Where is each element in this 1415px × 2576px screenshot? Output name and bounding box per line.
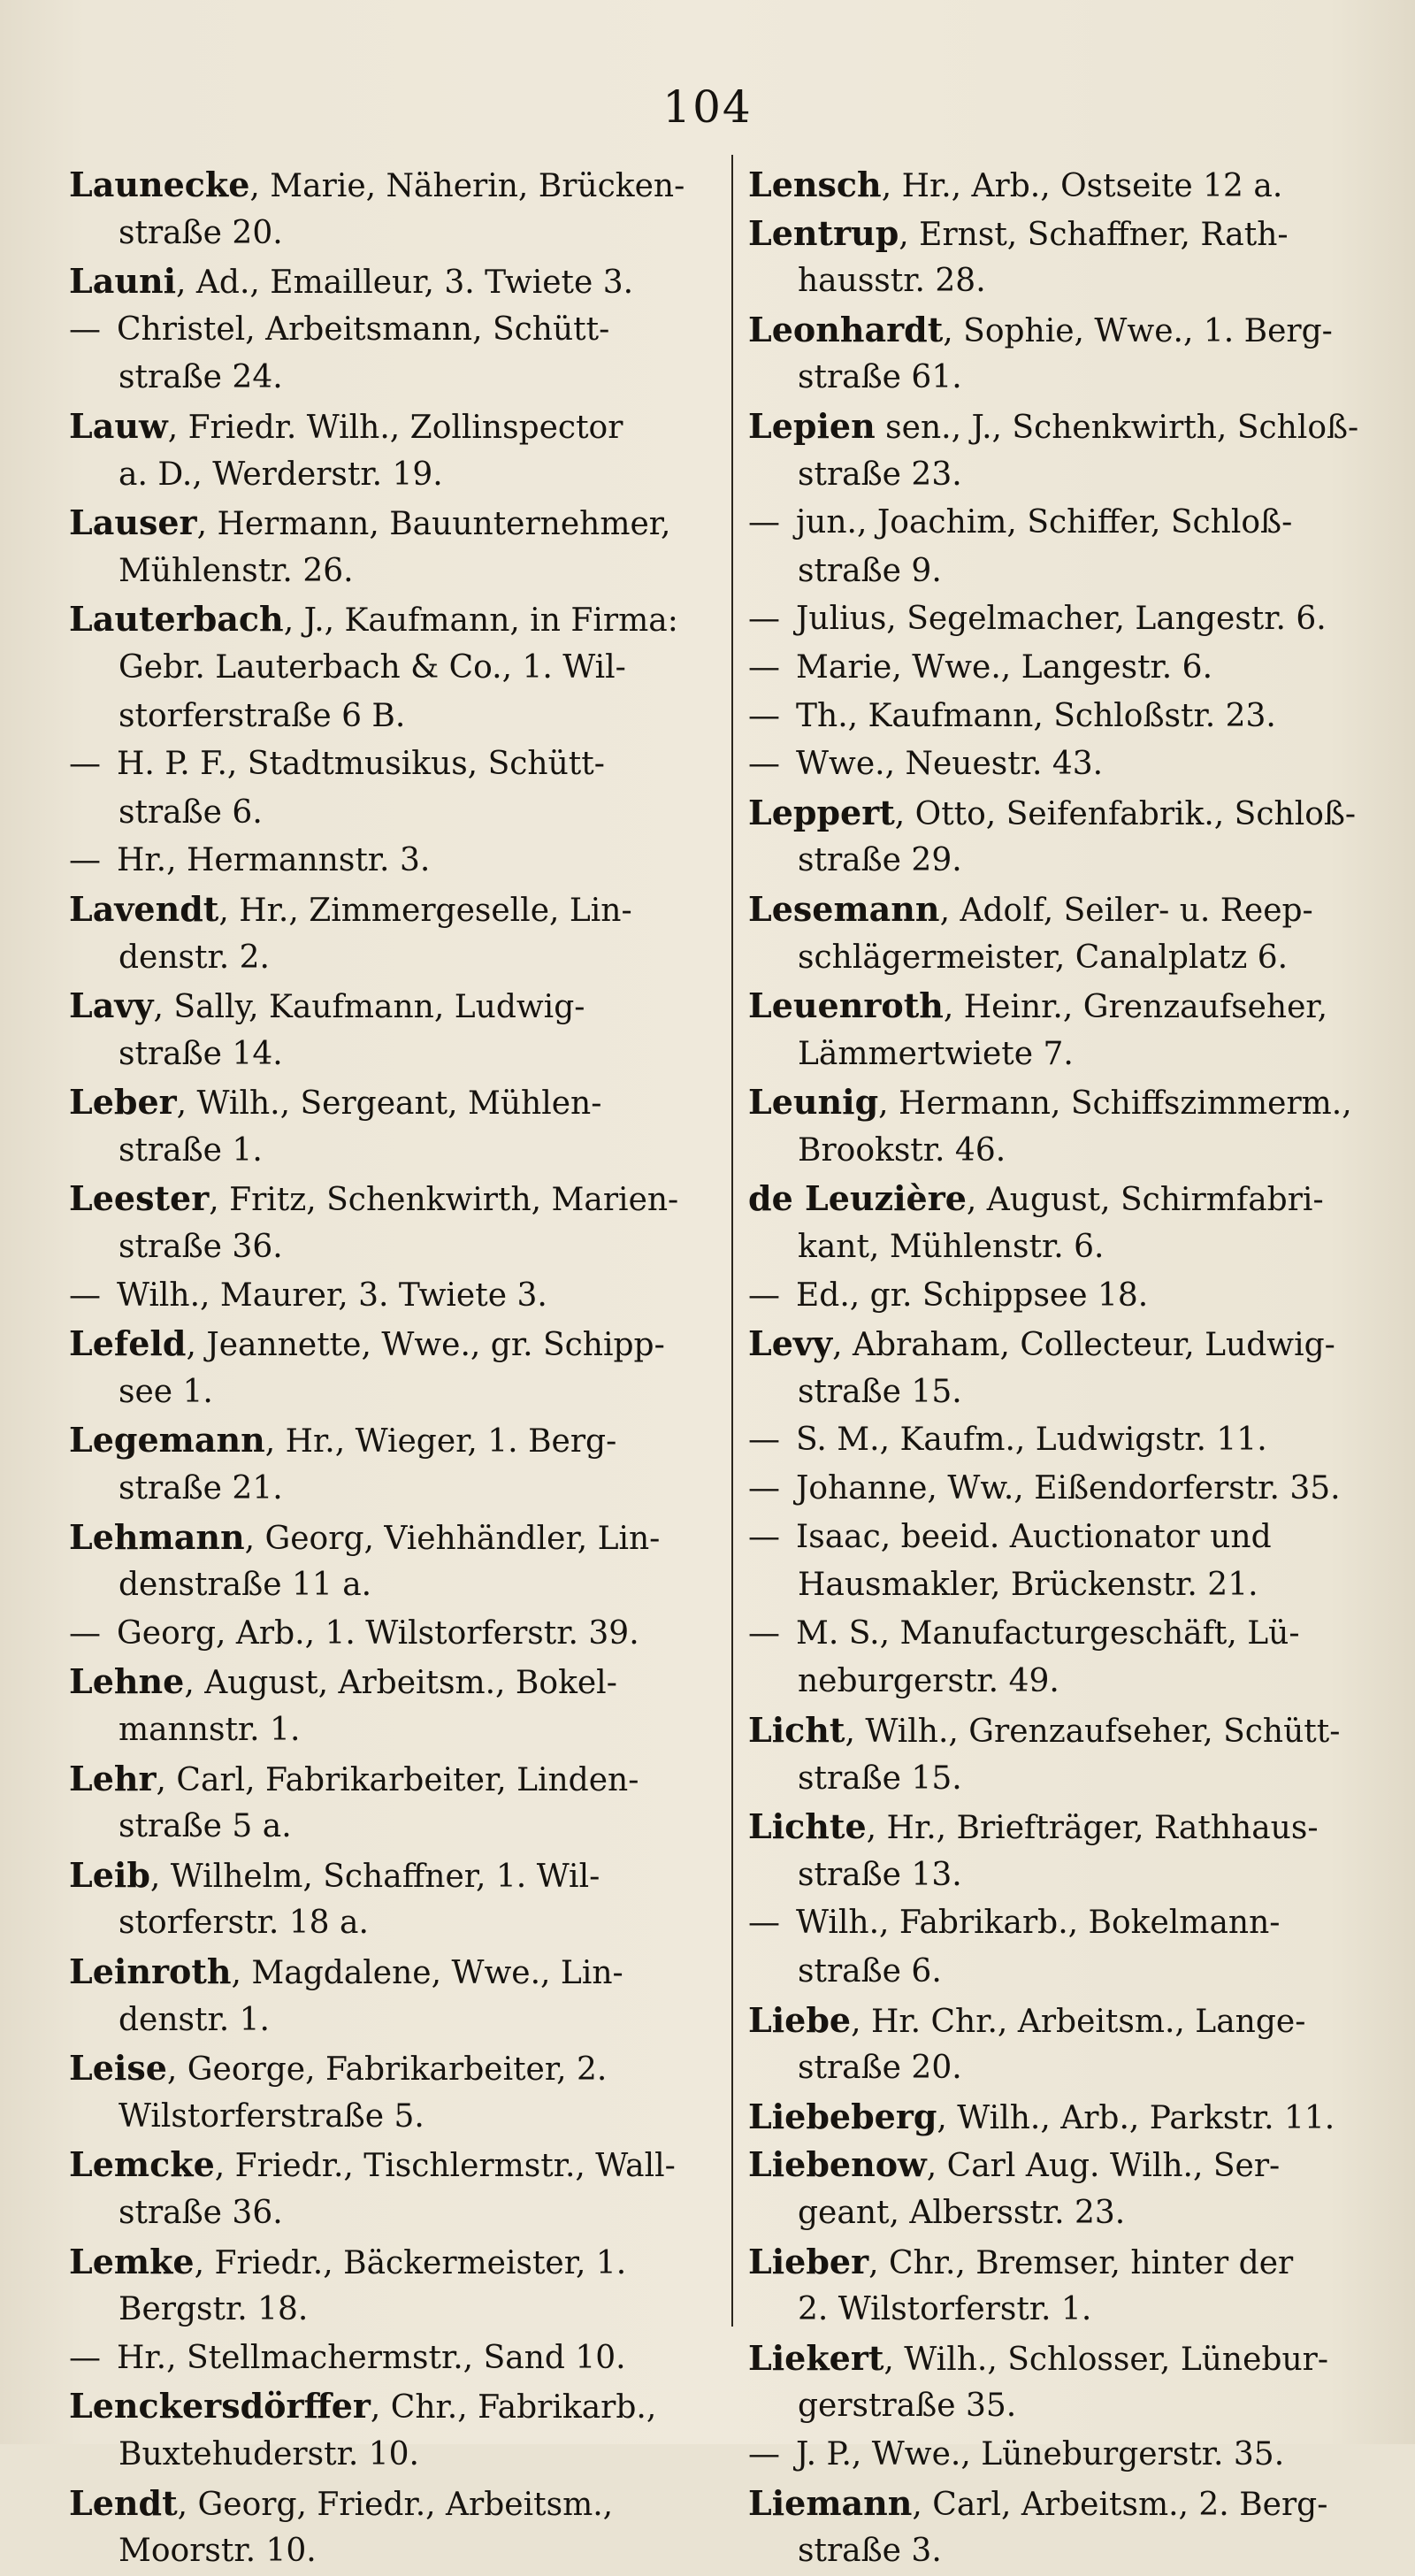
directory-entry [748, 2334, 1358, 2383]
directory-entry [748, 210, 1358, 258]
entry-text: straße 6. [119, 794, 263, 831]
entry-text: Gebr. Lauterbach & Co., 1. Wil- [119, 648, 626, 686]
entry-text: , Georg, Viehhändler, Lin- [244, 1520, 661, 1557]
entry-text: , Carl, Fabrikarbeiter, Linden- [156, 1761, 639, 1798]
entry-continuation [69, 451, 720, 500]
entry-text: straße 13. [798, 1856, 962, 1893]
left-column [69, 161, 720, 2576]
ditto-dash: — [748, 1905, 780, 1942]
entry-text: , August, Arbeitsm., Bokel- [184, 1665, 617, 1702]
entry-sub-listing [69, 740, 720, 789]
entry-text: , Jeannette, Wwe., gr. Schipp- [186, 1327, 665, 1364]
entry-continuation [69, 1706, 720, 1755]
directory-entry [69, 1175, 720, 1223]
entry-continuation [69, 934, 720, 983]
surname: Liebenow [748, 2144, 927, 2185]
entry-text: , Sophie, Wwe., 1. Berg- [943, 312, 1333, 349]
entry-text: , Chr., Fabrikarb., [370, 2389, 657, 2426]
entry-sub-listing [748, 693, 1358, 741]
entry-sub-listing [748, 2431, 1358, 2480]
directory-entry [748, 1320, 1358, 1368]
surname: Lauser [69, 502, 197, 543]
surname: Lauterbach [69, 599, 284, 640]
entry-text: straße 20. [119, 214, 283, 251]
ditto-dash: — [69, 2339, 101, 2376]
surname: Lauw [69, 405, 168, 446]
entry-sub-listing [69, 306, 720, 355]
entry-text: , Hr., Arb., Ostseite 12 a. [881, 168, 1283, 204]
directory-entry [69, 1320, 720, 1368]
entry-continuation [69, 2286, 720, 2334]
entry-continuation [748, 2286, 1358, 2334]
surname: Liemann [748, 2482, 913, 2523]
directory-entry [69, 1852, 720, 1900]
directory-entry [748, 982, 1358, 1031]
entry-text: , Hr., Briefträger, Rathhaus- [866, 1810, 1319, 1847]
entry-text: , Abraham, Collecteur, Ludwig- [832, 1327, 1335, 1364]
entry-text: , Carl, Arbeitsm., 2. Berg- [912, 2486, 1328, 2523]
entry-text: , Sally, Kaufmann, Ludwig- [153, 989, 585, 1026]
entry-text: , Hr., Zimmergeselle, Lin- [218, 892, 632, 929]
surname: Lesemann [748, 888, 940, 929]
entry-sub-listing [748, 740, 1358, 789]
entry-text: denstraße 11 a. [119, 1567, 372, 1604]
surname: Lendt [69, 2482, 178, 2523]
directory-entry [69, 2382, 720, 2431]
directory-entry [748, 2238, 1358, 2287]
entry-text: Georg, Arb., 1. Wilstorferstr. 39. [117, 1614, 639, 1652]
entry-text: , Hr., Wieger, 1. Berg- [264, 1423, 617, 1460]
entry-continuation [748, 934, 1358, 983]
entry-text: geant, Albersstr. 23. [798, 2194, 1126, 2231]
entry-continuation [748, 1561, 1358, 1610]
directory-entry [748, 161, 1358, 210]
entry-text: , Georg, Friedr., Arbeitsm., [177, 2486, 614, 2523]
surname: Lensch [748, 165, 882, 204]
ditto-dash: — [748, 697, 780, 734]
entry-continuation [69, 1031, 720, 1079]
entry-text: , August, Schirmfabri- [966, 1182, 1324, 1219]
entry-text: , Wilh., Schlosser, Lünebur- [883, 2341, 1328, 2378]
entry-text: , Hr. Chr., Arbeitsm., Lange- [851, 2003, 1306, 2040]
entry-text: J. P., Wwe., Lüneburgerstr. 35. [796, 2435, 1285, 2472]
right-column [748, 161, 1358, 2576]
entry-text: , Carl Aug. Wilh., Ser- [926, 2148, 1281, 2185]
entry-sub-listing [748, 1416, 1358, 1465]
surname: Lemcke [69, 2144, 215, 2185]
entry-text: , Friedr., Tischlermstr., Wall- [214, 2148, 676, 2185]
surname: Leib [69, 1854, 150, 1895]
entry-text: Isaac, beeid. Auctionator und [796, 1518, 1272, 1555]
ditto-dash: — [69, 1614, 101, 1652]
directory-entry [69, 1514, 720, 1562]
entry-text: schlägermeister, Canalplatz 6. [798, 939, 1289, 976]
entry-continuation [748, 837, 1358, 886]
directory-entry [748, 1803, 1358, 1852]
entry-continuation [748, 1368, 1358, 1417]
surname: Lenckersdörffer [69, 2386, 371, 2426]
entry-text: jun., Joachim, Schiffer, Schloß- [796, 504, 1293, 541]
page-number: 104 [662, 81, 753, 133]
ditto-dash: — [748, 504, 780, 541]
directory-entry [69, 2044, 720, 2093]
entry-text: , Magdalene, Wwe., Lin- [231, 1954, 623, 1991]
directory-entry [748, 1078, 1358, 1127]
surname: Leonhardt [748, 309, 944, 349]
entry-text: , Friedr., Bäckermeister, 1. [194, 2244, 627, 2281]
entry-continuation [69, 354, 720, 402]
directory-entry [69, 1948, 720, 1997]
entry-continuation [748, 548, 1358, 596]
surname: Leise [69, 2048, 167, 2089]
entry-sub-listing [69, 837, 720, 886]
entry-continuation [69, 644, 720, 693]
entry-text: gerstraße 35. [798, 2388, 1017, 2425]
entry-text: Ed., gr. Schippsee 18. [796, 1276, 1149, 1314]
directory-entry [748, 1706, 1358, 1755]
entry-continuation [748, 1223, 1358, 1272]
entry-text: , Wilh., Arb., Parkstr. 11. [937, 2099, 1335, 2136]
entry-text: Moorstr. 10. [119, 2533, 317, 2570]
entry-text: denstr. 2. [119, 939, 270, 976]
entry-text: , Marie, Näherin, Brücken- [249, 168, 685, 204]
entry-continuation [748, 2382, 1358, 2431]
entry-text: , Wilhelm, Schaffner, 1. Wil- [149, 1858, 600, 1895]
entry-text: straße 61. [798, 359, 962, 396]
entry-text: a. D., Werderstr. 19. [119, 456, 443, 493]
entry-text: Julius, Segelmacher, Langestr. 6. [796, 601, 1327, 638]
surname: Legemann [69, 1420, 265, 1460]
entry-continuation [748, 1031, 1358, 1079]
entry-text: Wwe., Neuestr. 43. [796, 746, 1104, 783]
directory-entry [748, 1997, 1358, 2045]
surname: Lepien [748, 405, 876, 446]
entry-text: straße 5 a. [119, 1808, 292, 1845]
entry-continuation [69, 1561, 720, 1610]
directory-entry [69, 886, 720, 934]
entry-sub-listing [69, 1610, 720, 1659]
entry-text: straße 14. [119, 1035, 283, 1072]
entry-continuation [69, 1899, 720, 1948]
surname: Levy [748, 1323, 833, 1364]
entry-text: Wilh., Fabrikarb., Bokelmann- [796, 1905, 1281, 1942]
entry-continuation [69, 548, 720, 596]
directory-entry [748, 886, 1358, 934]
entry-text: Marie, Wwe., Langestr. 6. [796, 648, 1213, 686]
directory-entry [748, 789, 1358, 838]
entry-continuation [69, 1803, 720, 1852]
surname: Leinroth [69, 1951, 232, 1991]
entry-text: , Adolf, Seiler- u. Reep- [939, 892, 1313, 929]
entry-text: hausstr. 28. [798, 263, 986, 300]
directory-entry [69, 1416, 720, 1465]
entry-text: straße 20. [798, 2050, 962, 2087]
entry-text: Lämmertwiete 7. [798, 1035, 1074, 1072]
entry-text: mannstr. 1. [119, 1712, 301, 1748]
ditto-dash: — [748, 1422, 780, 1459]
entry-text: , Chr., Bremser, hinter der [868, 2244, 1294, 2281]
entry-continuation [69, 2527, 720, 2576]
entry-text: straße 6. [798, 1952, 942, 1990]
surname: Liekert [748, 2337, 884, 2378]
directory-entry [69, 1078, 720, 1127]
surname: Lavendt [69, 888, 219, 929]
entry-continuation [69, 2189, 720, 2238]
entry-text: straße 36. [119, 1229, 283, 1266]
surname: Liebe [748, 1999, 852, 2040]
ditto-dash: — [69, 310, 101, 348]
ditto-dash: — [748, 1614, 780, 1652]
entry-text: Buxtehuderstr. 10. [119, 2435, 419, 2472]
surname: Leester [69, 1178, 210, 1219]
entry-text: straße 24. [119, 359, 283, 396]
surname: Lehne [69, 1661, 185, 1702]
directory-entry [69, 1755, 720, 1804]
ditto-dash: — [69, 842, 101, 879]
entry-continuation [748, 257, 1358, 306]
entry-text: M. S., Manufacturgeschäft, Lü- [796, 1614, 1300, 1652]
entry-text: straße 15. [798, 1373, 962, 1410]
entry-text: , George, Fabrikarbeiter, 2. [166, 2051, 608, 2089]
entry-text: , Friedr. Wilh., Zollinspector [167, 409, 623, 446]
entry-text: Hr., Stellmachermstr., Sand 10. [117, 2339, 626, 2376]
entry-text: straße 3. [798, 2533, 942, 2570]
surname: Launecke [69, 165, 250, 204]
entry-text: straße 21. [119, 1470, 283, 1507]
ditto-dash: — [748, 1518, 780, 1555]
entry-text: , Heinr., Grenzaufseher, [943, 989, 1328, 1026]
directory-entry [69, 982, 720, 1031]
entry-text: storferstraße 6 B. [119, 697, 406, 734]
entry-text: storferstr. 18 a. [119, 1905, 369, 1942]
entry-continuation [69, 2093, 720, 2142]
entry-sub-listing [748, 1899, 1358, 1948]
entry-text: 2. Wilstorferstr. 1. [798, 2291, 1092, 2328]
entry-text: Bergstr. 18. [119, 2291, 309, 2328]
ditto-dash: — [748, 601, 780, 638]
directory-entry [69, 257, 720, 306]
entry-continuation [748, 1852, 1358, 1900]
entry-text: , Ad., Emailleur, 3. Twiete 3. [176, 264, 634, 302]
ditto-dash: — [69, 1276, 101, 1314]
entry-continuation [748, 1948, 1358, 1997]
entry-text: Wilh., Maurer, 3. Twiete 3. [117, 1276, 547, 1314]
directory-entry [69, 2238, 720, 2287]
entry-continuation [748, 451, 1358, 500]
ditto-dash: — [748, 2435, 780, 2472]
entry-continuation [748, 354, 1358, 402]
entry-text: Wilstorferstraße 5. [119, 2097, 424, 2135]
entry-text: straße 36. [119, 2194, 283, 2231]
entry-sub-listing [69, 2334, 720, 2383]
ditto-dash: — [748, 648, 780, 686]
entry-continuation [748, 2527, 1358, 2576]
directory-entry [748, 2093, 1358, 2142]
entry-text: , J., Kaufmann, in Firma: [283, 602, 678, 640]
entry-text: straße 23. [798, 456, 962, 493]
entry-continuation [69, 2431, 720, 2480]
entry-text: , Ernst, Schaffner, Rath- [899, 216, 1289, 253]
entry-continuation [69, 1368, 720, 1417]
directory-entry [748, 2141, 1358, 2189]
entry-text: neburgerstr. 49. [798, 1663, 1059, 1700]
entry-text: , Otto, Seifenfabrik., Schloß- [894, 795, 1357, 832]
ditto-dash: — [748, 1276, 780, 1314]
surname: Liebeberg [748, 2096, 937, 2136]
ditto-dash: — [748, 1470, 780, 1507]
entry-continuation [748, 1127, 1358, 1176]
directory-entry [69, 595, 720, 644]
entry-continuation [748, 1755, 1358, 1804]
entry-continuation [69, 1223, 720, 1272]
surname: Lieber [748, 2241, 869, 2281]
entry-text: see 1. [119, 1373, 213, 1410]
entry-continuation [69, 693, 720, 741]
entry-sub-listing [748, 1610, 1358, 1659]
entry-text: Johanne, Ww., Eißendorferstr. 35. [796, 1470, 1341, 1507]
entry-continuation [748, 1658, 1358, 1706]
column-divider [731, 155, 733, 2327]
entry-continuation [69, 210, 720, 258]
ditto-dash: — [69, 746, 101, 783]
entry-text: sen., J., Schenkwirth, Schloß- [875, 409, 1358, 446]
entry-continuation [748, 2044, 1358, 2093]
surname: Lichte [748, 1806, 867, 1847]
surname: Lehmann [69, 1516, 245, 1557]
surname: Leppert [748, 792, 895, 832]
entry-continuation [69, 1997, 720, 2045]
surname: Lentrup [748, 212, 899, 253]
entry-text: straße 9. [798, 552, 942, 589]
entry-text: , Fritz, Schenkwirth, Marien- [209, 1182, 679, 1219]
surname: Licht [748, 1710, 845, 1750]
surname: Leuenroth [748, 985, 944, 1026]
entry-continuation [69, 1465, 720, 1514]
entry-text: straße 29. [798, 842, 962, 879]
entry-text: Hr., Hermannstr. 3. [117, 842, 431, 879]
surname: Leber [69, 1082, 177, 1123]
entry-continuation [748, 2189, 1358, 2238]
directory-entry [69, 1658, 720, 1706]
entry-sub-listing [748, 1514, 1358, 1562]
entry-text: Th., Kaufmann, Schloßstr. 23. [796, 697, 1276, 734]
entry-sub-listing [69, 1272, 720, 1321]
directory-entry [69, 499, 720, 548]
entry-text: , Hermann, Schiffszimmerm., [878, 1085, 1352, 1123]
surname: Leunig [748, 1082, 879, 1123]
directory-entry [69, 2480, 720, 2528]
entry-text: S. M., Kaufm., Ludwigstr. 11. [796, 1422, 1267, 1459]
surname: Lemke [69, 2241, 195, 2281]
entry-sub-listing [748, 644, 1358, 693]
directory-entry [748, 306, 1358, 355]
entry-sub-listing [748, 1465, 1358, 1514]
surname: de Leuzière [748, 1178, 967, 1219]
entry-text: kant, Mühlenstr. 6. [798, 1229, 1105, 1266]
surname: Lavy [69, 985, 154, 1026]
entry-text: straße 15. [798, 1760, 962, 1797]
entry-text: , Wilh., Grenzaufseher, Schütt- [845, 1714, 1341, 1750]
entry-text: H. P. F., Stadtmusikus, Schütt- [117, 746, 605, 783]
directory-entry [69, 2141, 720, 2189]
entry-sub-listing [748, 1272, 1358, 1321]
directory-entry [748, 2480, 1358, 2528]
entry-text: straße 1. [119, 1131, 263, 1169]
entry-sub-listing [748, 595, 1358, 644]
directory-entry [748, 402, 1358, 451]
entry-text: Brookstr. 46. [798, 1131, 1006, 1169]
surname: Lefeld [69, 1323, 187, 1364]
entry-text: Christel, Arbeitsmann, Schütt- [117, 310, 610, 348]
directory-entry [69, 161, 720, 210]
ditto-dash: — [748, 746, 780, 783]
entry-text: Mühlenstr. 26. [119, 552, 354, 589]
surname: Lehr [69, 1758, 157, 1798]
surname: Launi [69, 261, 177, 302]
entry-continuation [69, 789, 720, 838]
directory-entry [69, 402, 720, 451]
entry-text: , Hermann, Bauunternehmer, [196, 506, 671, 543]
entry-sub-listing [748, 499, 1358, 548]
entry-continuation [69, 1127, 720, 1176]
entry-text: , Wilh., Sergeant, Mühlen- [176, 1085, 602, 1123]
entry-text: Hausmakler, Brückenstr. 21. [798, 1567, 1258, 1604]
entry-text: denstr. 1. [119, 2001, 270, 2038]
directory-entry [748, 1175, 1358, 1223]
